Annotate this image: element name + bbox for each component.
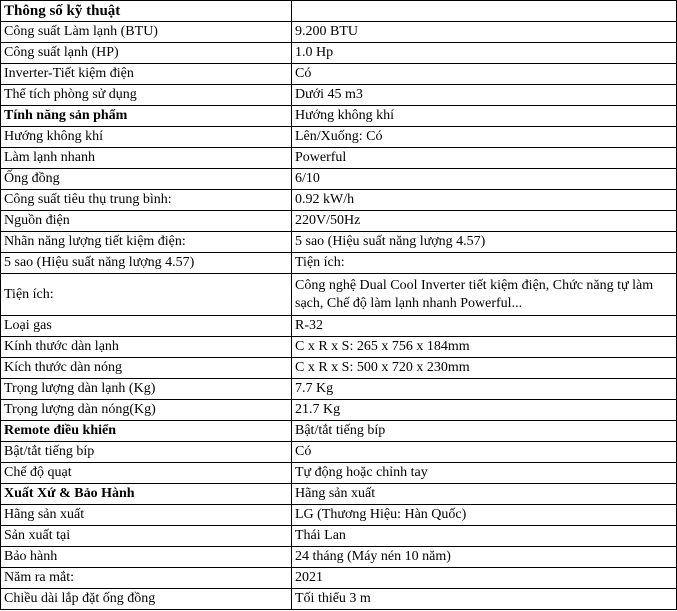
spec-value: Bật/tắt tiếng bíp: [292, 421, 677, 442]
table-row: [1, 547, 677, 568]
spec-value: 1.0 Hp: [292, 43, 677, 64]
spec-label: Nhãn năng lượng tiết kiệm điện:: [1, 232, 292, 253]
spec-value: Tự động hoặc chỉnh tay: [292, 463, 677, 484]
spec-value: Powerful: [292, 148, 677, 169]
spec-value: 9.200 BTU: [292, 22, 677, 43]
table-row: [1, 232, 677, 253]
table-row: [1, 463, 677, 484]
spec-value: C x R x S: 265 x 756 x 184mm: [292, 337, 677, 358]
table-row: [1, 505, 677, 526]
spec-label: Xuất Xứ & Bảo Hành: [1, 484, 292, 505]
section-header-row: [1, 484, 677, 505]
table-row: [1, 400, 677, 421]
table-row: [1, 64, 677, 85]
table-row: [1, 316, 677, 337]
spec-label: 5 sao (Hiệu suất năng lượng 4.57): [1, 253, 292, 274]
spec-value: 7.7 Kg: [292, 379, 677, 400]
table-row: [1, 442, 677, 463]
spec-label: Tiện ích:: [1, 274, 292, 316]
spec-value: Lên/Xuống: Có: [292, 127, 677, 148]
spec-label: Công suất tiêu thụ trung bình:: [1, 190, 292, 211]
spec-label: Thông số kỹ thuật: [1, 1, 292, 22]
spec-value: LG (Thương Hiệu: Hàn Quốc): [292, 505, 677, 526]
spec-value: [292, 1, 677, 22]
spec-value: Hãng sản xuất: [292, 484, 677, 505]
spec-label: Hướng không khí: [1, 127, 292, 148]
table-row: [1, 85, 677, 106]
spec-value: Có: [292, 442, 677, 463]
spec-value: Thái Lan: [292, 526, 677, 547]
spec-value: Tối thiểu 3 m: [292, 589, 677, 610]
spec-label: Công suất lạnh (HP): [1, 43, 292, 64]
spec-label: Inverter-Tiết kiệm điện: [1, 64, 292, 85]
spec-label: Chiều dài lắp đặt ống đồng: [1, 589, 292, 610]
spec-value: 6/10: [292, 169, 677, 190]
table-row: [1, 22, 677, 43]
table-row: [1, 526, 677, 547]
spec-value: 5 sao (Hiệu suất năng lượng 4.57): [292, 232, 677, 253]
spec-value: 0.92 kW/h: [292, 190, 677, 211]
spec-value: Công nghệ Dual Cool Inverter tiết kiệm điện, Chức năng tự làm sạch, Chế độ làm lạnh nhanh Powerful...: [292, 274, 677, 316]
table-row: [1, 169, 677, 190]
spec-value: 220V/50Hz: [292, 211, 677, 232]
table-row: [1, 190, 677, 211]
spec-label: Hãng sản xuất: [1, 505, 292, 526]
spec-value: Dưới 45 m3: [292, 85, 677, 106]
spec-value: Tiện ích:: [292, 253, 677, 274]
table-title-row: [1, 1, 677, 22]
table-row: [1, 211, 677, 232]
spec-label: Kích thước dàn nóng: [1, 358, 292, 379]
spec-value: 24 tháng (Máy nén 10 năm): [292, 547, 677, 568]
table-row: [1, 148, 677, 169]
spec-label: Kính thước dàn lạnh: [1, 337, 292, 358]
table-row: [1, 253, 677, 274]
spec-value: 21.7 Kg: [292, 400, 677, 421]
spec-label: Remote điều khiển: [1, 421, 292, 442]
section-header-row: [1, 421, 677, 442]
spec-value: Có: [292, 64, 677, 85]
table-row: [1, 43, 677, 64]
spec-value: 2021: [292, 568, 677, 589]
table-row: [1, 358, 677, 379]
spec-label: Chế độ quạt: [1, 463, 292, 484]
spec-value: R-32: [292, 316, 677, 337]
table-row: [1, 127, 677, 148]
spec-label: Trọng lượng dàn nóng(Kg): [1, 400, 292, 421]
spec-label: Công suất Làm lạnh (BTU): [1, 22, 292, 43]
table-row: [1, 589, 677, 610]
table-row: [1, 337, 677, 358]
spec-label: Làm lạnh nhanh: [1, 148, 292, 169]
spec-label: Loại gas: [1, 316, 292, 337]
spec-table-body: [1, 1, 677, 610]
spec-label: Năm ra mắt:: [1, 568, 292, 589]
spec-value: C x R x S: 500 x 720 x 230mm: [292, 358, 677, 379]
spec-label: Bảo hành: [1, 547, 292, 568]
table-row: [1, 274, 677, 316]
table-row: [1, 568, 677, 589]
spec-label: Trọng lượng dàn lạnh (Kg): [1, 379, 292, 400]
spec-label: Bật/tắt tiếng bíp: [1, 442, 292, 463]
spec-label: Thể tích phòng sử dụng: [1, 85, 292, 106]
spec-value: Hướng không khí: [292, 106, 677, 127]
section-header-row: [1, 106, 677, 127]
spec-label: Ống đồng: [1, 169, 292, 190]
spec-label: Nguồn điện: [1, 211, 292, 232]
spec-label: Tính năng sản phẩm: [1, 106, 292, 127]
table-row: [1, 379, 677, 400]
spec-label: Sản xuất tại: [1, 526, 292, 547]
